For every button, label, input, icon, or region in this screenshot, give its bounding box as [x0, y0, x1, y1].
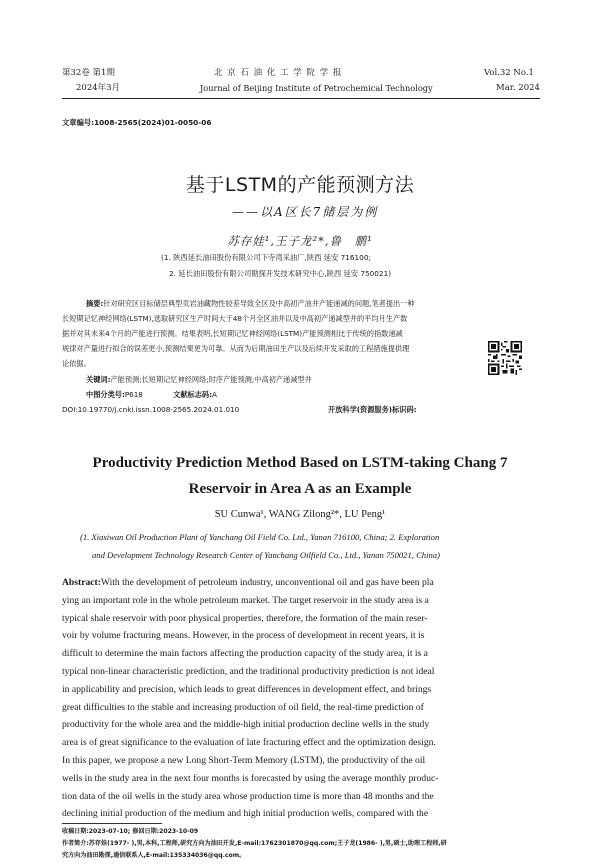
keywords-cn [86, 372, 312, 387]
title-en-line: Productivity Prediction Method Based on LSTM-taking Chang 7 [92, 455, 508, 471]
abstract-en-text: With the development of petroleum industry, unconventional oil and gas have been pla [100, 577, 434, 588]
clc-value: P618 [124, 390, 143, 399]
abstract-cn-label: 摘要: [86, 299, 104, 308]
abstract-en-label: Abstract: [62, 577, 101, 588]
abstract-cn-text: 针对研究区目标储层典型页岩油藏物性较差导致全区及中高初产油井产能递减的问题,笔者提出一种 [103, 299, 415, 308]
keywords-cn-label: 关键词: [86, 375, 111, 384]
abstract-en-line: great difficulties to the stable and increasing production of oil field, the real-time prediction of [62, 701, 424, 713]
open-science-label: 开放科学(资源服务)标识码: [328, 405, 417, 414]
subtitle-cn: ——以A区长7储层为例 [232, 205, 379, 219]
abstract-en-line: difficult to determine the main factors affecting the production capacity of the study area, it is a [62, 648, 428, 660]
abstract-en-line: in applicability and precision, which leads to great differences in development effect, and brings [62, 683, 432, 695]
abstract-en-line: area is of great significance to the evaluation of late fracturing effect and the optimization design. [62, 737, 436, 749]
abstract-cn-line: 论依据。 [62, 359, 91, 368]
authors-en: SU Cunwa¹, WANG Zilong²*, LU Peng¹ [214, 509, 386, 520]
abstract-en-line: typical shale reservoir with poor physical properties, therefore, the formation of the main reser- [62, 612, 428, 624]
clc-label: 中图分类号: [86, 390, 125, 399]
abstract-en-line: wells in the study area in the next four months is forecasted by using the average monthly produc- [62, 772, 439, 784]
abstract-en-line: In this paper, we propose a new Long Short-Term Memory (LSTM), the productivity of the oil [62, 754, 426, 766]
doc-code-value: A [211, 390, 217, 399]
abstract-en [62, 574, 540, 823]
abstract-en-line: ying an important role in the whole petroleum market. The target reservoir in the study area is a [62, 594, 429, 606]
keywords-cn-text: 产能预测;长短期记忆神经网络;时序产能预测;中高初产递减型井 [110, 375, 312, 384]
header-rule [62, 98, 540, 99]
abstract-cn [62, 296, 540, 371]
abstract-en-line: declining initial production of the medium and high initial production wells, compared with the [62, 808, 429, 820]
doi: DOI:10.19770/j.cnki.issn.1008-2565.2024.01.010 [62, 405, 240, 414]
footnote [62, 826, 540, 862]
title-cn: 基于LSTM的产能预测方法 [185, 174, 415, 196]
received-date: 收稿日期:2023-07-10; 修回日期:2023-10-09 [62, 828, 199, 835]
abstract-cn-line: 据并对其未来4个月的产能进行预测。结果表明,长短期记忆神经网络(LSTM)产能预测相比于传统的指数递减 [62, 329, 403, 338]
doc-code-label: 文献标志码: [173, 390, 212, 399]
header-volume-en: Vol.32 No.1 [484, 68, 534, 78]
abstract-en-line: tion data of the oil wells in the study area whose production time is more than 48 months and the [62, 790, 434, 802]
abstract-cn-line: 规律对产量进行拟合的误差更小,预测结果更为可靠。从而为后期油田生产以及后续开发采取的工程措施提供理 [62, 344, 410, 353]
abstract-en-line: productivity for the whole area and the middle-high initial production decline wells in the study [62, 719, 430, 731]
header-date-en: Mar. 2024 [496, 83, 540, 93]
header-volume-cn: 第32卷 第1期 [62, 68, 115, 78]
abstract-cn-line: 长短期记忆神经网络(LSTM),选取研究区生产时间大于48个月全区油井以及中高初产递减型井的平均月生产数 [62, 314, 408, 323]
abstract-en-line: typical non-linear characteristic prediction, and the traditional productivity prediction is not ideal [62, 665, 435, 677]
affiliation-en-line: (1. Xiasiwan Oil Production Plant of Yanchang Oil Field Co. Ltd., Yanan 716100, China; 2. Exploration [80, 532, 440, 542]
header-journal-cn: 北 京 石 油 化 工 学 院 学 报 [214, 68, 343, 78]
affiliation-en-line: and Development Technology Research Center of Yanchang Oilfield Co., Ltd., Yanan 750021, China) [92, 550, 440, 560]
author-bio-line: 究方向为油田勘探,通信联系人,E-mail:135334036@qq.com。 [62, 852, 246, 859]
abstract-cn-line [62, 296, 540, 311]
article-id: 文章编号:1008-2565(2024)01-0050-06 [62, 118, 212, 127]
classification [86, 387, 217, 402]
abstract-en-line [62, 574, 540, 592]
title-en [0, 452, 600, 500]
authors-cn: 苏存娃¹,王子龙²*,鲁 鹏¹ [227, 234, 373, 248]
abstract-en-line: voir by volume fracturing means. However, in the process of development in recent years, it is [62, 630, 425, 642]
affiliations-en [80, 528, 440, 564]
header-date-cn: 2024年3月 [76, 83, 121, 93]
affiliation-cn-1: (1. 陕西延长油田股份有限公司下寺湾采油厂,陕西 延安 716100; [161, 253, 371, 262]
affiliation-cn-2: 2. 延长油田股份有限公司勘探开发技术研究中心,陕西 延安 750021) [169, 269, 392, 278]
author-bio-line: 作者简介:苏存娃(1977- ),男,本科,工程师,研究方向为油田开发,E-mail:1762301870@qq.com;王子龙(1986- ),男,硕士,助理工程师,研 [62, 840, 447, 847]
footnote-rule [62, 823, 162, 824]
qr-code-icon[interactable] [488, 341, 522, 375]
header-journal-en: Journal of Beijing Institute of Petrochemical Technology [200, 83, 433, 93]
title-en-line: Reservoir in Area A as an Example [188, 481, 412, 497]
